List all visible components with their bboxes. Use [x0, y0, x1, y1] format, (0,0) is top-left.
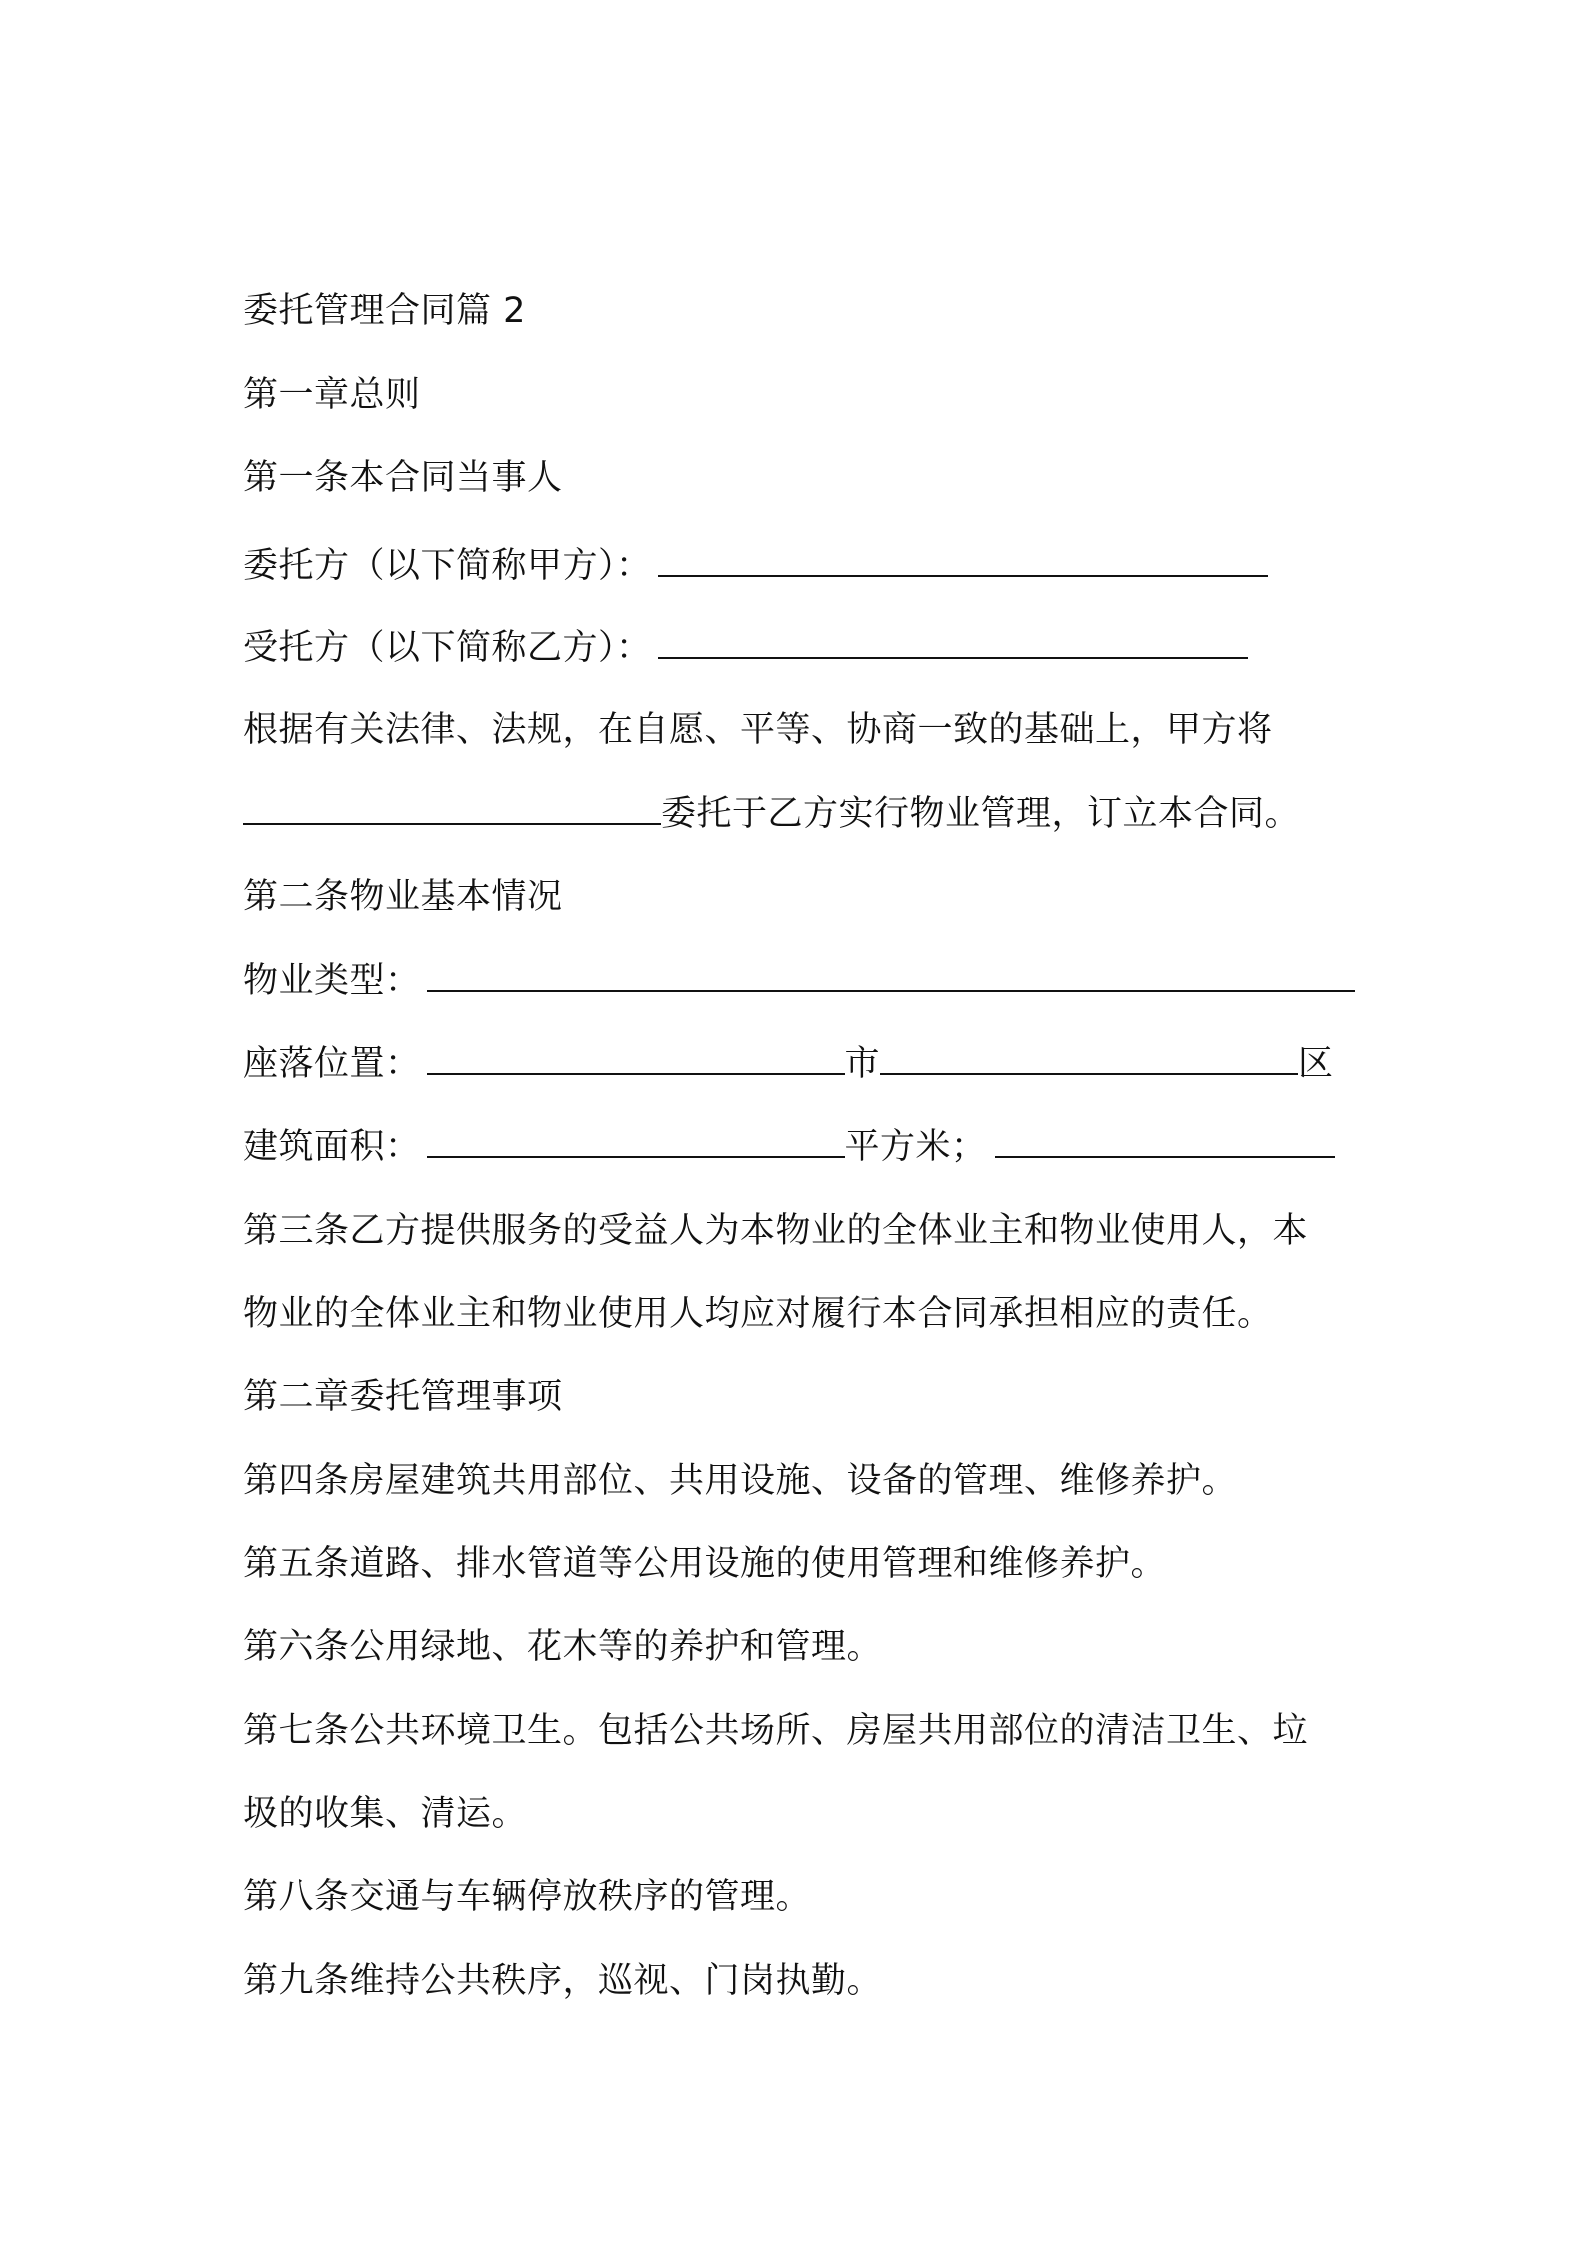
article-6: 第六条公用绿地、花木等的养护和管理。 [243, 1627, 883, 1667]
area-extra-blank [995, 1126, 1335, 1158]
article-3-line-1: 第三条乙方提供服务的受益人为本物业的全体业主和物业使用人，本 [243, 1211, 1309, 1251]
property-type-label: 物业类型： [243, 961, 421, 1001]
article-5: 第五条道路、排水管道等公用设施的使用管理和维修养护。 [243, 1544, 1167, 1584]
party-a-blank [658, 545, 1268, 577]
document-title: 委托管理合同篇 2 [243, 291, 526, 331]
property-type-line [243, 958, 1355, 1004]
area-blank [427, 1126, 845, 1158]
property-name-blank [243, 793, 661, 825]
location-line [243, 1041, 1334, 1087]
city-blank [427, 1043, 845, 1075]
article-8: 第八条交通与车辆停放秩序的管理。 [243, 1877, 812, 1917]
area-line [243, 1124, 1335, 1170]
intro-line-2 [243, 791, 1300, 837]
article-3-line-2: 物业的全体业主和物业使用人均应对履行本合同承担相应的责任。 [243, 1294, 1273, 1334]
party-a-label: 委托方（以下简称甲方）： [243, 546, 652, 586]
party-b-label: 受托方（以下简称乙方）： [243, 628, 652, 668]
location-label: 座落位置： [243, 1044, 421, 1084]
chapter-1-heading: 第一章总则 [243, 375, 421, 415]
party-b-line [243, 625, 1248, 671]
area-unit: 平方米； [844, 1127, 987, 1167]
city-text: 市 [844, 1044, 881, 1084]
article-1-heading: 第一条本合同当事人 [243, 458, 563, 498]
article-7-line-1: 第七条公共环境卫生。包括公共场所、房屋共用部位的清洁卫生、垃 [243, 1711, 1309, 1751]
article-9: 第九条维持公共秩序，巡视、门岗执勤。 [243, 1961, 883, 2001]
party-a-line [243, 543, 1268, 589]
property-type-blank [427, 960, 1355, 992]
intro-line-1: 根据有关法律、法规，在自愿、平等、协商一致的基础上，甲方将 [243, 710, 1273, 750]
article-4: 第四条房屋建筑共用部位、共用设施、设备的管理、维修养护。 [243, 1461, 1238, 1501]
district-blank [880, 1043, 1298, 1075]
intro-line-2-suffix: 委托于乙方实行物业管理，订立本合同。 [661, 794, 1301, 834]
article-2-heading: 第二条物业基本情况 [243, 877, 563, 917]
area-label: 建筑面积： [243, 1127, 421, 1167]
party-b-blank [658, 627, 1248, 659]
district-text: 区 [1298, 1044, 1334, 1084]
article-7-line-2: 圾的收集、清运。 [243, 1794, 528, 1834]
chapter-2-heading: 第二章委托管理事项 [243, 1377, 563, 1417]
